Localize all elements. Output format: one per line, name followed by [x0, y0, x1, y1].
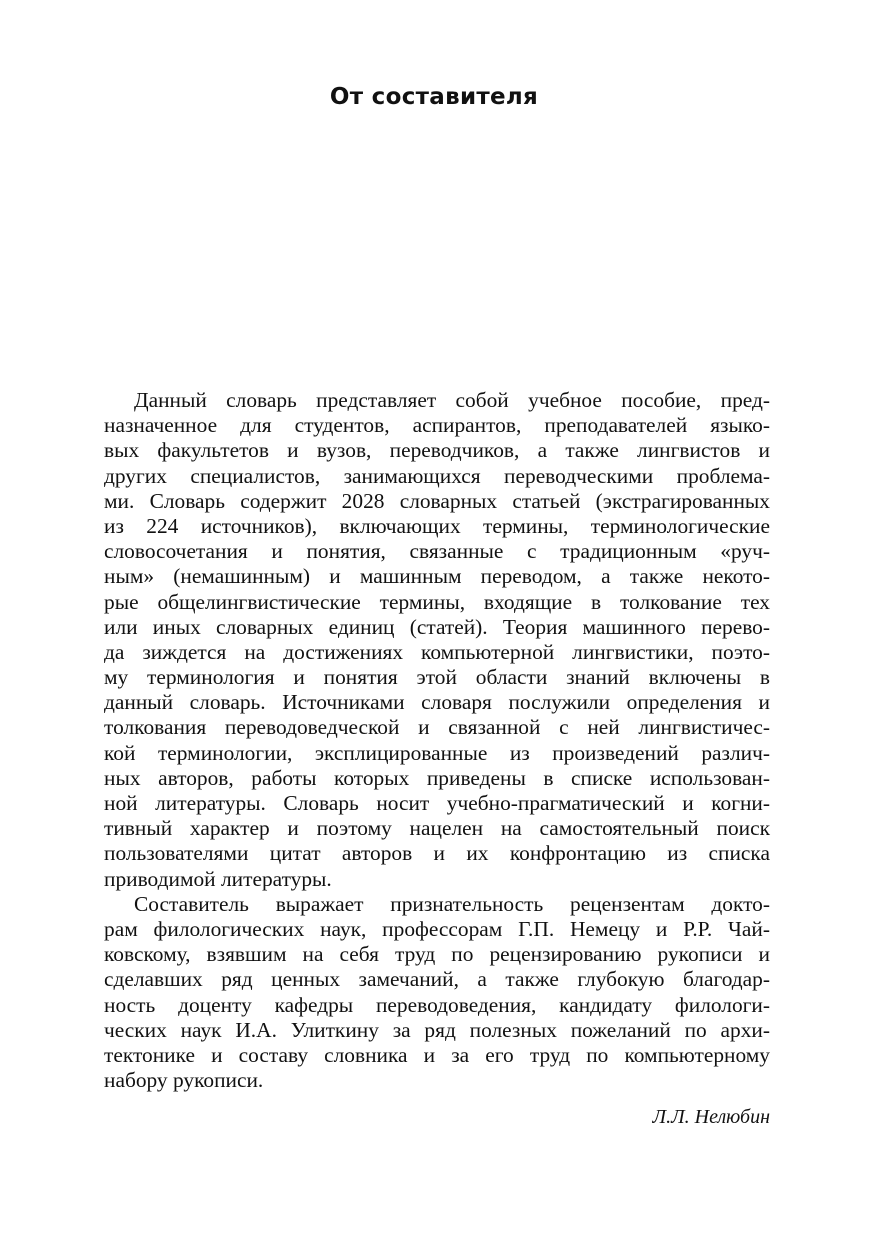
text-line: рам филологических наук, профессорам Г.П. Немецу и Р.Р. Чай-: [104, 916, 770, 941]
text-line: других специалистов, занимающихся переводческими проблема-: [104, 463, 770, 488]
text-line: Данный словарь представляет собой учебное пособие, пред-: [134, 388, 770, 412]
paragraph-2: [104, 892, 770, 1094]
text-line: ческих наук И.А. Улиткину за ряд полезных пожеланий по архи-: [104, 1017, 770, 1042]
text-line: толкования переводоведческой и связанной с ней лингвистичес-: [104, 715, 770, 740]
text-line: ных авторов, работы которых приведены в списке использован-: [104, 765, 770, 790]
text-line: ной литературы. Словарь носит учебно-прагматический и когни-: [104, 791, 770, 815]
text-line: вых факультетов и вузов, переводчиков, а также лингвистов и: [104, 438, 770, 463]
text-line: набору рукописи.: [104, 1068, 264, 1093]
text-line: словосочетания и понятия, связанные с традиционным «руч-: [104, 539, 770, 564]
text-line: Составитель выражает признательность рецензентам докто-: [134, 891, 770, 916]
text-line: ми. Словарь содержит 2028 словарных статьей (экстрагированных: [104, 488, 770, 513]
text-line: сделавших ряд ценных замечаний, а также глубокую благодар-: [104, 967, 770, 992]
text-line: кой терминологии, эксплицированные из произведений различ-: [104, 740, 770, 765]
text-line: данный словарь. Источниками словаря послужили определения и: [104, 690, 770, 715]
text-line: или иных словарных единиц (статей). Теория машинного перево-: [104, 614, 770, 639]
text-line: тектонике и составу словника и за его труд по компьютерному: [104, 1042, 770, 1067]
paragraph-1: [104, 388, 770, 892]
text-line: тивный характер и поэтому нацелен на самостоятельный поиск: [104, 816, 770, 841]
text-line: назначенное для студентов, аспирантов, преподавателей языко-: [104, 413, 770, 438]
text-line: ность доценту кафедры переводоведения, кандидату филологи-: [104, 992, 770, 1017]
author-signature: Л.Л. Нелюбин: [652, 1106, 770, 1128]
text-line: из 224 источников), включающих термины, терминологические: [104, 513, 770, 538]
page-title: От составителя: [329, 84, 539, 110]
text-line: ным» (немашинным) и машинным переводом, а также некото-: [104, 564, 770, 589]
text-line: да зиждется на достижениях компьютерной лингвистики, поэто-: [104, 639, 770, 664]
text-line: пользователями цитат авторов и их конфронтацию из списка: [104, 841, 770, 866]
text-line: приводимой литературы.: [104, 866, 332, 891]
text-line: рые общелингвистические термины, входящие в толкование тех: [104, 589, 770, 614]
text-line: ковскому, взявшим на себя труд по рецензированию рукописи и: [104, 942, 770, 967]
text-line: му терминология и понятия этой области знаний включены в: [104, 665, 770, 690]
preface-body: [104, 388, 770, 1093]
